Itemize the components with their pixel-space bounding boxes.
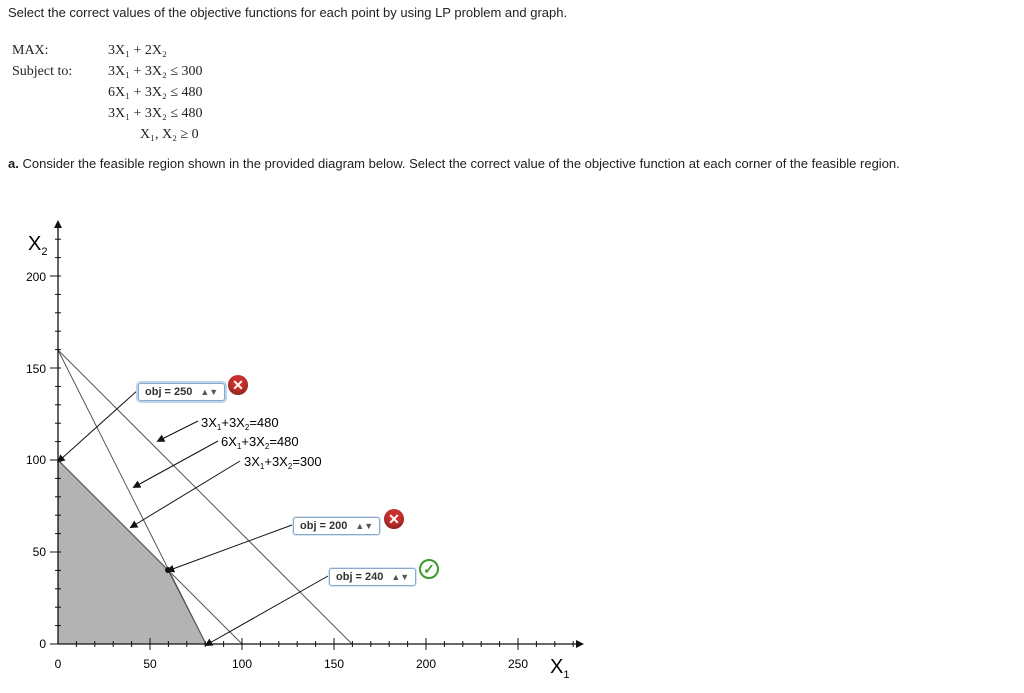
y-tick-0: 0 [39, 637, 46, 651]
instructions: Select the correct values of the objective functions for each point by using LP problem and graph. [8, 5, 568, 20]
y-tick-100: 100 [25, 453, 46, 467]
line-label-3x1-3x2-300: $3X_1+3X_2=300$ [244, 454, 322, 471]
subject-to-label: Subject to: [12, 64, 73, 79]
part-a-text: Consider the feasible region shown in the provided diagram below. Select the correct value of the objective function at each corner of the feasible region. [22, 156, 900, 171]
max-label: MAX: [12, 43, 49, 58]
x-tick-250: 250 [507, 657, 529, 671]
y-tick-200: 200 [25, 270, 46, 284]
obj-dropdown-corner-0-100[interactable] [138, 383, 225, 401]
nonnegativity-constraint: X₁, X₂ ≥ 0 [140, 127, 199, 142]
x-tick-0: 0 [54, 657, 62, 671]
x-tick-50: 50 [143, 657, 157, 671]
x-tick-150: 150 [323, 657, 345, 671]
pointer-arrow-obj-200 [170, 525, 292, 570]
pointer-arrow-6x1-3x2-480 [136, 441, 218, 486]
incorrect-icon: ✕ [228, 375, 248, 395]
part-a-letter: a. [8, 156, 19, 171]
dropdown-arrow-icon: ▲▼ [391, 572, 410, 582]
dropdown-arrow-icon: ▲▼ [200, 387, 219, 397]
obj-dropdown-corner-60-40[interactable] [293, 517, 380, 535]
constraint-2: 6X₁ + 3X₂ ≤ 480 [108, 85, 203, 100]
y-tick-50: 50 [32, 545, 46, 559]
obj-dropdown-corner-80-0[interactable] [329, 568, 416, 586]
y-tick-150: 150 [25, 362, 46, 376]
dropdown-value: obj = 250 [145, 386, 193, 398]
pointer-arrow-obj-250 [60, 390, 138, 460]
dropdown-value: obj = 240 [336, 571, 384, 583]
x-tick-200: 200 [415, 657, 437, 671]
constraint-1: 3X₁ + 3X₂ ≤ 300 [108, 64, 203, 79]
objective-expression: 3X₁ + 2X₂ [108, 43, 167, 58]
incorrect-icon: ✕ [384, 509, 404, 529]
dropdown-value: obj = 200 [300, 520, 348, 532]
correct-checkmark-icon: ✓ [419, 559, 439, 579]
y-axis-label: $X_2$ [28, 233, 48, 258]
x-axis-label: $X_1$ [550, 656, 570, 681]
pointer-arrow-obj-240 [208, 576, 328, 644]
x-tick-100: 100 [231, 657, 253, 671]
dropdown-arrow-icon: ▲▼ [355, 521, 374, 531]
constraint-3: 3X₁ + 3X₂ ≤ 480 [108, 106, 203, 121]
line-label-3x1-3x2-480: $3X_1+3X_2=480$ [201, 415, 279, 432]
pointer-arrow-3x1-3x2-480 [160, 421, 198, 440]
feasible-region [58, 460, 206, 644]
line-label-6x1-3x2-480: $6X_1+3X_2=480$ [221, 434, 299, 451]
